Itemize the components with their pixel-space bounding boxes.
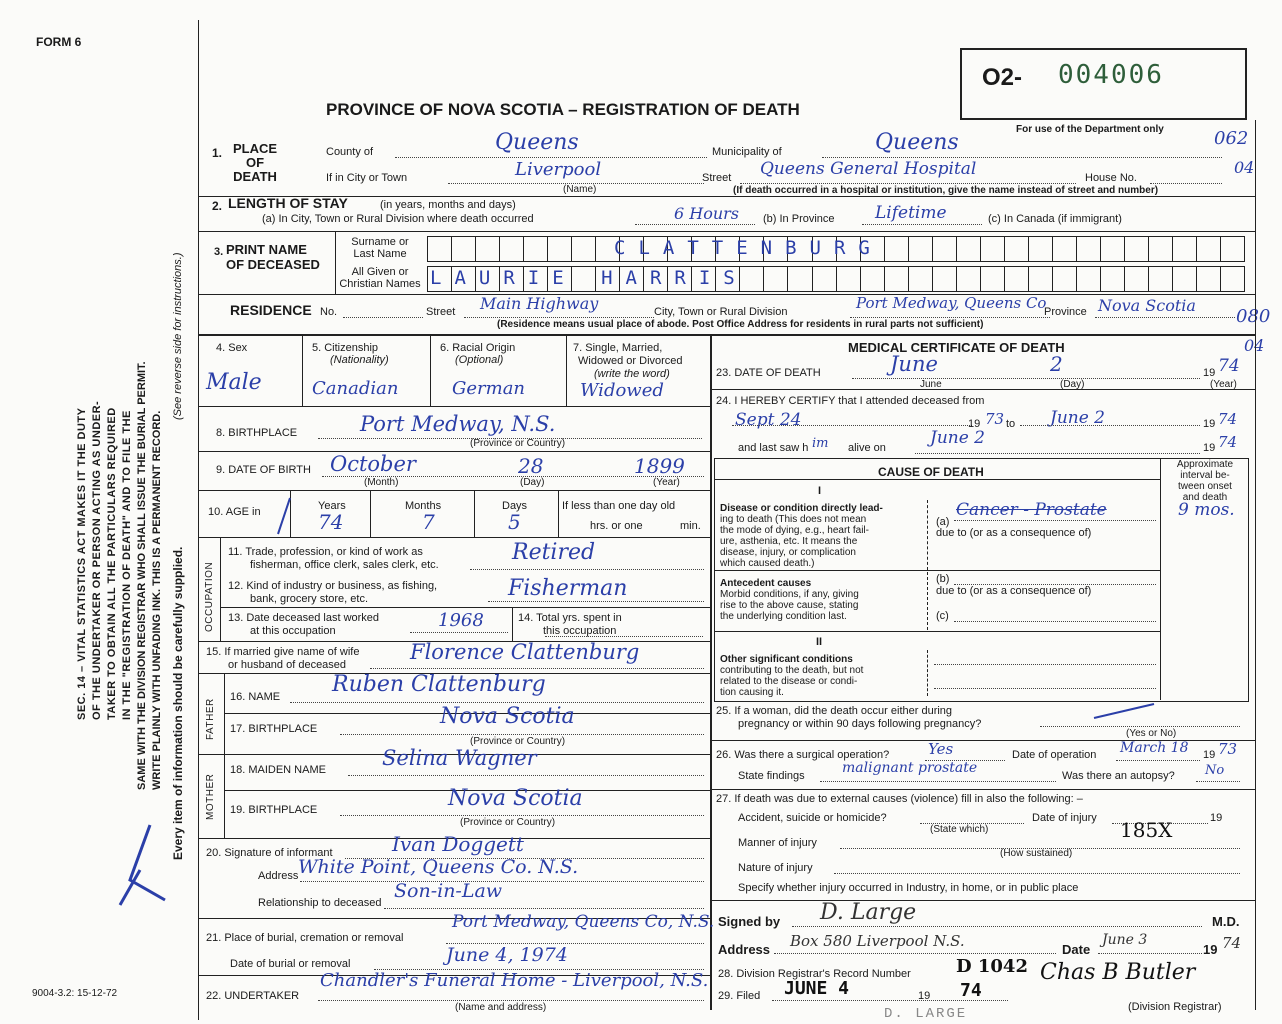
informant-address-label: Address	[258, 870, 299, 882]
registrar-record-value: D 1042	[956, 956, 1028, 977]
street-label: Street	[702, 172, 732, 184]
residence-province-value: Nova Scotia	[1098, 296, 1196, 315]
injury-year-prefix: 19	[1210, 812, 1223, 824]
attended-from-year: 73	[985, 410, 1005, 428]
last-saw-label: and last saw h	[738, 442, 809, 454]
date-of-death-day: 2	[1050, 352, 1063, 376]
s3-number: 3.	[214, 246, 224, 258]
spouse-value: Florence Clattenburg	[410, 640, 640, 664]
filed-year: 74	[960, 980, 982, 1001]
trade-label-1: 11. Trade, profession, or kind of work as	[228, 546, 423, 558]
father-birthplace-caption: (Province or Country)	[470, 736, 566, 747]
cause-b-due-to: due to (or as a consequence of)	[936, 585, 1092, 597]
nature-label: Nature of injury	[738, 862, 813, 874]
attended-to-year: 74	[1218, 410, 1238, 428]
last-worked-label-1: 13. Date deceased last worked	[228, 612, 380, 624]
form-code: 9004-3.2: 15-12-72	[32, 988, 118, 999]
residence-city-value: Port Medway, Queens Co	[856, 294, 1047, 312]
racial-origin-label: 6. Racial Origin	[440, 342, 516, 354]
state-which-caption: (State which)	[930, 824, 989, 835]
autopsy-value: No	[1205, 763, 1225, 778]
accident-label: Accident, suicide or homicide?	[738, 812, 887, 824]
residence-label: RESIDENCE	[230, 302, 312, 318]
filed-label: 29. Filed	[718, 990, 761, 1002]
signed-date-year: 74	[1222, 934, 1242, 952]
sec14-line-4: IN THE "REGISTRATION OF DEATH" AND TO FILE THE	[121, 410, 133, 720]
sex-label: 4. Sex	[216, 342, 248, 354]
less-day-label: If less than one day old	[562, 500, 676, 512]
undertaker-caption: (Name and address)	[455, 1002, 547, 1013]
informant-address-value: White Point, Queens Co. N.S.	[298, 856, 579, 878]
dob-day: 28	[518, 454, 544, 478]
mother-name-value: Selina Wagner	[382, 746, 537, 770]
cause-of-death-title: CAUSE OF DEATH	[878, 465, 984, 479]
county-label: County of	[326, 146, 374, 158]
residence-province-label: Province	[1044, 306, 1087, 318]
cause-a-label: (a)	[936, 516, 950, 528]
residence-street-label: Street	[426, 306, 456, 318]
surgery-label: 26. Was there a surgical operation?	[716, 749, 890, 761]
other-conditions-label: Other significant conditions contributing to the death, but not related to the disease or condi- tion causing it.	[720, 654, 864, 698]
operation-date-label: Date of operation	[1012, 749, 1097, 761]
cause-a-due-to: due to (or as a consequence of)	[936, 527, 1092, 539]
birthplace-value: Port Medway, N.S.	[360, 412, 556, 436]
injury-date-label: Date of injury	[1032, 812, 1097, 824]
age-days-label: Days	[502, 500, 528, 512]
form-right-border	[1255, 120, 1256, 1010]
age-days-value: 5	[508, 510, 521, 534]
spouse-label-1: 15. If married give name of wife	[206, 646, 360, 658]
operation-year: 73	[1218, 740, 1238, 758]
age-pen-stroke	[272, 494, 296, 538]
certify-label: 24. I HEREBY CERTIFY that I attended deceased from	[716, 395, 985, 407]
cause-a-value: Cancer - Prostate	[956, 500, 1107, 520]
age-years-value: 74	[318, 510, 344, 534]
trade-label-2: fisherman, office clerk, sales clerk, etc.	[250, 559, 439, 571]
dept-code-2: 04	[1234, 158, 1255, 177]
sec14-line-3: TAKER TO OBTAIN ALL THE PARTICULARS REQUIRED	[106, 407, 118, 720]
age-label: 10. AGE in	[208, 506, 261, 518]
last-worked-label-2: at this occupation	[250, 625, 336, 637]
signed-date-value: June 3	[1102, 932, 1148, 948]
residence-street-value: Main Highway	[480, 294, 599, 313]
birthplace-label: 8. BIRTHPLACE	[216, 427, 298, 439]
dod-day-caption: (Day)	[1060, 379, 1085, 390]
mother-name-label: 18. MAIDEN NAME	[230, 764, 326, 776]
industry-label-1: 12. Kind of industry or business, as fishing,	[228, 580, 438, 592]
page-title: PROVINCE OF NOVA SCOTIA – REGISTRATION OF DEATH	[326, 100, 800, 119]
interval-header: Approximate interval be- tween onset and death	[1176, 459, 1234, 503]
father-side-label: FATHER	[205, 698, 216, 740]
mother-birthplace-label: 19. BIRTHPLACE	[230, 804, 318, 816]
surname-label: Surname or Last Name	[351, 236, 409, 260]
birthplace-caption: (Province or Country)	[470, 438, 566, 449]
hrs-label: hrs. or one	[590, 520, 643, 532]
city-label: If in City or Town	[326, 172, 408, 184]
county-value: Queens	[495, 130, 579, 155]
citizenship-sub: (Nationality)	[330, 354, 389, 366]
burial-place-value: Port Medway, Queens Co, N.S.	[452, 912, 715, 932]
house-no-label: House No.	[1085, 172, 1137, 184]
date-of-death-month: June	[890, 352, 938, 376]
department-use-note: For use of the Department only	[1016, 124, 1164, 135]
physician-address-value: Box 580 Liverpool N.S.	[790, 932, 965, 950]
father-birthplace-label: 17. BIRTHPLACE	[230, 723, 318, 735]
racial-origin-value: German	[452, 378, 526, 399]
physician-address-label: Address	[718, 942, 771, 957]
street-value: Queens General Hospital	[760, 159, 977, 179]
residence-city-label: City, Town or Rural Division	[654, 306, 788, 318]
relationship-value: Son-in-Law	[394, 880, 503, 902]
manner-code: 185X	[1120, 818, 1173, 842]
sec14-line-5: SAME WITH THE DIVISION REGISTRAR WHO SHALL ISSUE THE BURIAL PERMIT.	[136, 361, 148, 790]
pregnancy-label-1: 25. If a woman, did the death occur either during	[716, 705, 953, 717]
specify-label: Specify whether injury occurred in Industry, in home, or in public place	[738, 882, 1079, 894]
attended-from-value: Sept 24	[735, 410, 802, 430]
residence-note: (Residence means usual place of abode. Post Office Address for residents in rural parts not sufficient)	[497, 319, 984, 330]
form-number: FORM 6	[36, 35, 82, 49]
municipality-value: Queens	[875, 130, 959, 155]
autopsy-label: Was there an autopsy?	[1062, 770, 1175, 782]
given-names-value: LAURIE HARRIS	[430, 267, 748, 289]
stay-province-value: Lifetime	[875, 203, 947, 223]
to-label: to	[1006, 418, 1016, 430]
registrar-record-label: 28. Division Registrar's Record Number	[718, 968, 911, 980]
informant-signature: Ivan Doggett	[392, 832, 524, 856]
pregnancy-pen-stroke	[1090, 700, 1160, 722]
last-worked-value: 1968	[438, 610, 484, 631]
age-years-label: Years	[318, 500, 346, 512]
md-label: M.D.	[1212, 914, 1240, 929]
cause-a-interval: 9 mos.	[1178, 500, 1235, 520]
age-months-label: Months	[405, 500, 442, 512]
marital-label-2: Widowed or Divorced	[578, 355, 683, 367]
dod-year-prefix: 19	[1203, 367, 1216, 379]
date-of-death-label: 23. DATE OF DEATH	[716, 367, 821, 379]
citizenship-value: Canadian	[312, 378, 399, 399]
surname-value: CLATTENBURG	[614, 237, 883, 259]
part-i-label: I	[818, 485, 822, 497]
dod-month-caption: June	[920, 379, 942, 390]
total-years-label-1: 14. Total yrs. spent in	[518, 612, 622, 624]
city-name-caption: (Name)	[563, 184, 597, 195]
stay-province-label: (b) In Province	[763, 213, 835, 225]
medical-certificate-title: MEDICAL CERTIFICATE OF DEATH	[848, 340, 1065, 355]
dept-code-1: 062	[1214, 128, 1249, 149]
informant-label: 20. Signature of informant	[206, 847, 333, 859]
division-registrar-caption: (Division Registrar)	[1128, 1001, 1222, 1013]
age-months-value: 7	[422, 510, 435, 534]
disease-label: Disease or condition directly lead- ing to death (This does not mean the mode of dying, e.g., heart fail- ure, asthenia, etc. It means the disease, injury, or complication which caused death.)	[720, 503, 883, 569]
mother-birthplace-caption: (Province or Country)	[460, 817, 556, 828]
min-label: min.	[680, 520, 701, 532]
sec14-line-6: WRITE PLAINLY WITH UNFADING INK. THIS IS A PERMANENT RECORD.	[151, 410, 163, 790]
findings-value: malignant prostate	[842, 760, 978, 776]
marital-label-3: (write the word)	[594, 368, 670, 380]
dept-code-4: 04	[1244, 336, 1265, 355]
findings-label: State findings	[738, 770, 805, 782]
alive-year-prefix: 19	[1203, 442, 1216, 454]
dob-month: October	[330, 452, 416, 476]
cause-b-label: (b)	[936, 573, 950, 585]
signed-by-label: Signed by	[718, 914, 781, 929]
undertaker-value: Chandler's Funeral Home - Liverpool, N.S.	[320, 970, 709, 991]
every-item-note: Every item of information should be carefully supplied.	[171, 546, 185, 860]
dob-year: 1899	[634, 454, 685, 478]
industry-value: Fisherman	[508, 576, 628, 601]
stay-city-value: 6 Hours	[674, 204, 740, 223]
citizenship-label: 5. Citizenship	[312, 342, 379, 354]
residence-no-label: No.	[320, 306, 338, 318]
occupation-side-label: OCCUPATION	[204, 561, 215, 632]
from-year-prefix: 19	[968, 418, 981, 430]
signed-date-label: Date	[1062, 942, 1091, 957]
city-value: Liverpool	[515, 159, 602, 180]
father-name-value: Ruben Clattenburg	[332, 672, 546, 697]
yes-no-caption: (Yes or No)	[1126, 728, 1177, 739]
doctor-name-stamp: D. LARGE	[884, 1006, 968, 1022]
industry-label-2: bank, grocery store, etc.	[250, 593, 368, 605]
father-birthplace-value: Nova Scotia	[440, 704, 575, 729]
signed-year-prefix: 19	[1203, 942, 1218, 957]
marital-label-1: 7. Single, Married,	[573, 342, 663, 354]
given-names-label: All Given or Christian Names	[339, 266, 421, 290]
stay-city-label: (a) In City, Town or Rural Division where death occurred	[262, 213, 534, 225]
length-of-stay-label: LENGTH OF STAY	[228, 195, 348, 211]
municipality-label: Municipality of	[712, 146, 782, 158]
manner-label: Manner of injury	[738, 837, 817, 849]
dob-year-caption: (Year)	[653, 477, 680, 488]
burial-date-value: June 4, 1974	[446, 944, 568, 966]
burial-place-label: 21. Place of burial, cremation or removal	[206, 932, 404, 944]
how-sustained-caption: (How sustained)	[1000, 848, 1073, 859]
print-name-label: PRINT NAME OF DECEASED	[226, 242, 320, 272]
burial-date-label: Date of burial or removal	[230, 958, 351, 970]
filed-year-prefix: 19	[918, 990, 931, 1002]
undertaker-label: 22. UNDERTAKER	[206, 990, 300, 1002]
racial-origin-sub: (Optional)	[455, 354, 504, 366]
relationship-label: Relationship to deceased	[258, 897, 382, 909]
last-saw-value: im	[812, 436, 829, 451]
marital-value: Widowed	[580, 380, 664, 401]
registrar-signature: Chas B Butler	[1040, 960, 1196, 985]
hospital-note: (If death occurred in a hospital or institution, give the name instead of street and number)	[733, 185, 1159, 196]
s2-number: 2.	[212, 199, 223, 213]
alive-on-value: June 2	[930, 428, 985, 448]
attended-to-value: June 2	[1050, 408, 1105, 428]
op-year-prefix: 19	[1203, 749, 1216, 761]
total-years-label-2: this occupation	[543, 625, 617, 637]
length-of-stay-sub: (in years, months and days)	[380, 199, 516, 211]
part-ii-label: II	[816, 636, 823, 648]
dod-year-caption: (Year)	[1210, 379, 1237, 390]
trade-value: Retired	[512, 540, 596, 565]
father-name-label: 16. NAME	[230, 691, 281, 703]
s1-number: 1.	[212, 146, 223, 160]
alive-on-label: alive on	[848, 442, 886, 454]
alive-on-year: 74	[1218, 433, 1238, 451]
date-of-death-year: 74	[1218, 356, 1240, 376]
sex-value: Male	[206, 370, 262, 395]
sec14-line-2: OF THE UNDERTAKER OR PERSON ACTING AS UNDER-	[91, 400, 103, 720]
form-left-border	[198, 20, 199, 1020]
place-of-death-label: PLACE OF DEATH	[232, 141, 278, 184]
registration-number: 004006	[1058, 60, 1164, 90]
mother-birthplace-value: Nova Scotia	[448, 786, 583, 811]
registration-prefix: O2-	[982, 64, 1023, 91]
to-year-prefix: 19	[1203, 418, 1216, 430]
dob-month-caption: (Month)	[364, 477, 399, 488]
margin-pen-mark	[110, 820, 170, 910]
cause-c-label: (c)	[936, 610, 949, 622]
stay-canada-label: (c) In Canada (if immigrant)	[988, 213, 1122, 225]
sec14-line-1: SEC. 14 – VITAL STATISTICS ACT MAKES IT THE DUTY	[76, 407, 88, 720]
filed-date-stamp: JUNE 4	[784, 978, 850, 999]
mother-side-label: MOTHER	[205, 773, 216, 820]
physician-signature: D. Large	[820, 900, 917, 925]
reverse-side-note: (See reverse side for instructions.)	[172, 252, 184, 420]
external-causes-label: 27. If death was due to external causes (violence) fill in also the following: –	[716, 793, 1083, 805]
spouse-label-2: or husband of deceased	[228, 659, 347, 671]
surgery-value: Yes	[928, 740, 954, 758]
antecedent-label: Antecedent causes Morbid conditions, if any, giving rise to the above cause, stating the underlying condition last.	[720, 578, 859, 622]
dob-label: 9. DATE OF BIRTH	[216, 464, 311, 476]
dept-code-3: 080	[1236, 306, 1271, 327]
pregnancy-label-2: pregnancy or within 90 days following pregnancy?	[738, 718, 982, 730]
operation-date-value: March 18	[1120, 740, 1189, 756]
dob-day-caption: (Day)	[520, 477, 545, 488]
